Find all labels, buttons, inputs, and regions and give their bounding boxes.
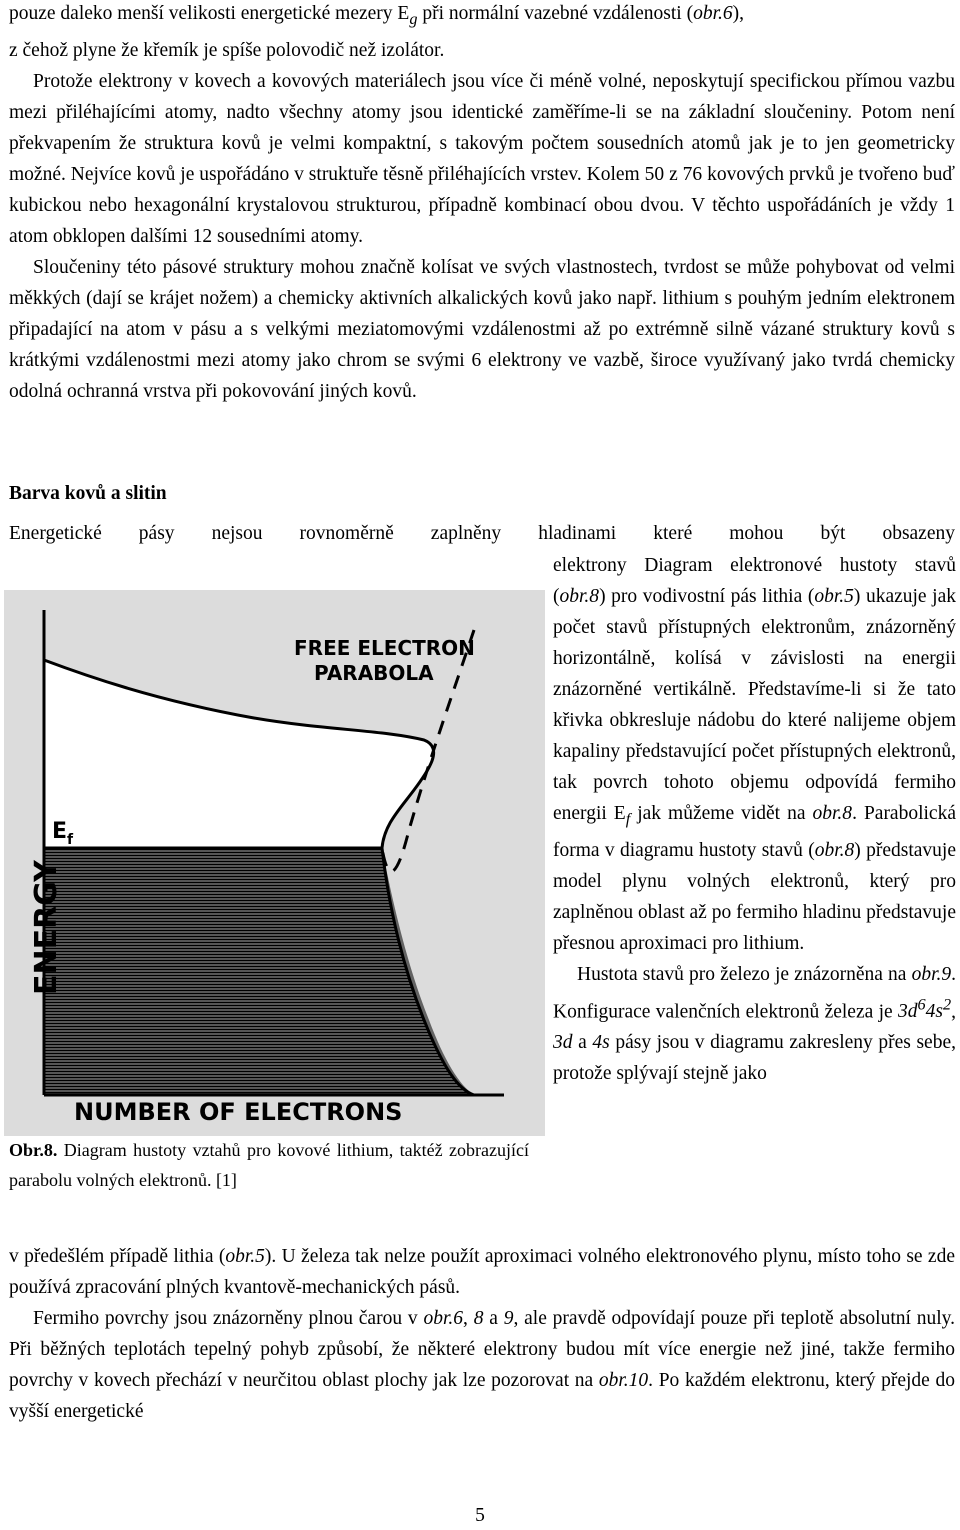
y-axis-label: ENERGY <box>29 860 64 995</box>
figure-reference: 9 <box>503 1308 514 1329</box>
label-fermi-energy: $E_f$ <box>52 819 74 848</box>
paragraph-fermi-surfaces: Fermiho povrchy jsou znázorněny plnou čarou v obr.6, 8 a 9, ale pravdě odpovídají pouze při teplotě absolutní nuly. Při běžných teplotách tepelný pohyb způsobí, že některé elektrony budou mít více energie než jiné, takže fermiho povrchy v kovech přechází v neurčitou oblast plochy jak lze pozorovat na obr.10. Po každém elektronu, který přejde do vyšší energetické <box>9 1308 956 1422</box>
figure-reference: obr.8 <box>814 839 855 861</box>
figure-reference: obr.8 <box>559 586 600 607</box>
figure-reference: obr.5 <box>225 1246 265 1267</box>
text-span: z čehož plyne že křemík je spíše polovodič než izolátor. <box>9 39 445 61</box>
paragraph-metals-structure: Protože elektrony v kovech a kovových materiálech jsou více či méně volné, neposkytují specifickou přímou vazbu mezi přiléhajícími atomy, nadto všechny atomy jsou identické zaměříme-li se na základní sloučeniny. Potom není překvapením že struktura kovů je velmi kompaktní, s takovým počtem sousedních atomů jak je to jen geometricky možné. Nejvíce kovů je uspořádáno v struktuře těsně přiléhajících vrstev. Kolem 50 z 76 kovových prvků je tvořeno buď kubickou nebo hexagonální krystalovou strukturou, případně kombinací obou dvou. V těchto uspořádáních je vždy 1 atom obklopen dalšími 12 sousedními atomy. <box>9 70 955 247</box>
figure-reference: obr.6 <box>423 1308 464 1329</box>
figure-reference: 8 <box>473 1308 484 1329</box>
figure-caption <box>9 1135 529 1195</box>
section-heading: Barva kovů a slitin <box>9 483 167 504</box>
page-number: 5 <box>475 1505 485 1526</box>
right-column-text <box>553 550 956 1089</box>
text-span: při normální vazebné vzdálenosti ( <box>417 3 694 24</box>
text-span: pouze daleko menší velikosti energetické mezery E <box>9 3 410 24</box>
subscript-g: g <box>409 9 418 28</box>
figure-reference: obr.9 <box>911 963 952 985</box>
top-text-block <box>9 0 955 407</box>
paragraph-iron-dos: Hustota stavů pro železo je znázorněna na obr.9. Konfigurace valenčních elektronů železa je $3d^64s^2$, 3d a 4s pásy jsou v diagramu zakresleny přes sebe, protože splývají stejně jako <box>553 963 956 1085</box>
x-axis-label: NUMBER OF ELECTRONS <box>74 1098 403 1126</box>
caption-label: Obr.8. <box>9 1140 58 1160</box>
figure-density-of-states <box>4 590 545 1136</box>
bottom-text-block <box>9 1241 955 1427</box>
label-parabola-line2: PARABOLA <box>314 661 434 685</box>
text-span: ), <box>732 3 744 24</box>
paragraph-iron-continued: v předešlém případě lithia (obr.5). U železa tak nelze použít aproximaci volného elektronového plynu, místo toho se zde používá zpracování plných kvantově-mechanických pásů. <box>9 1246 955 1298</box>
caption-text: Diagram hustoty vztahů pro kovové lithium, taktéž zobrazující parabolu volných elektronů. [1] <box>9 1140 529 1190</box>
figure-reference: obr.10 <box>598 1370 649 1391</box>
paragraph-dos-description: elektrony Diagram elektronové hustoty stavů (obr.8) pro vodivostní pás lithia (obr.5) ukazuje jak počet stavů přístupných elektronům, znázorněný horizontálně, kolísá v závislosti na energii znázorněné vertikálně. Představíme-li si že tato křivka obkresluje nádobu do které nalijeme objem kapaliny představující počet přístupných elektronů, tak povrch tohoto objemu odpovídá fermiho energii $E_f$ jak můžeme vidět na obr.8. Parabolická forma v diagramu hustoty stavů (obr.8) představuje model plynu volných elektronů, který pro zaplněnou oblast až po fermiho hladinu představuje přesnou aproximaci pro lithium. <box>553 555 956 954</box>
section-first-line: Energetické pásy nejsou rovnoměrně zaplněny hladinami které mohou být obsazeny <box>9 523 955 544</box>
figure-reference: obr.8 <box>812 803 853 824</box>
figure-reference: obr.5 <box>814 586 854 607</box>
label-parabola-line1: FREE ELECTRON <box>294 636 475 660</box>
subscript-f: f <box>625 809 631 828</box>
paragraph-intro <box>9 0 955 66</box>
paragraph-band-structure: Sloučeniny této pásové struktury mohou značně kolísat ve svých vlastnostech, tvrdost se může pohybovat od velmi měkkých (dají se krájet nožem) a chemicky aktivních alkalických kovů jako např. lithium s pouhým jedním elektronem připadající na atom v pásu a s velkými meziatomovými vzdálenostmi až po extrémně silně vázané struktury kovů s krátkými vzdálenostmi mezi atomy jako chrom se svými 6 elektrony ve vazbě, široce využívaný jako tvrdá chemicky odolná ochranná vrstva při pokovování jiných kovů. <box>9 256 955 402</box>
figure-reference: obr.6 <box>693 3 733 24</box>
dos-diagram <box>4 590 545 1136</box>
